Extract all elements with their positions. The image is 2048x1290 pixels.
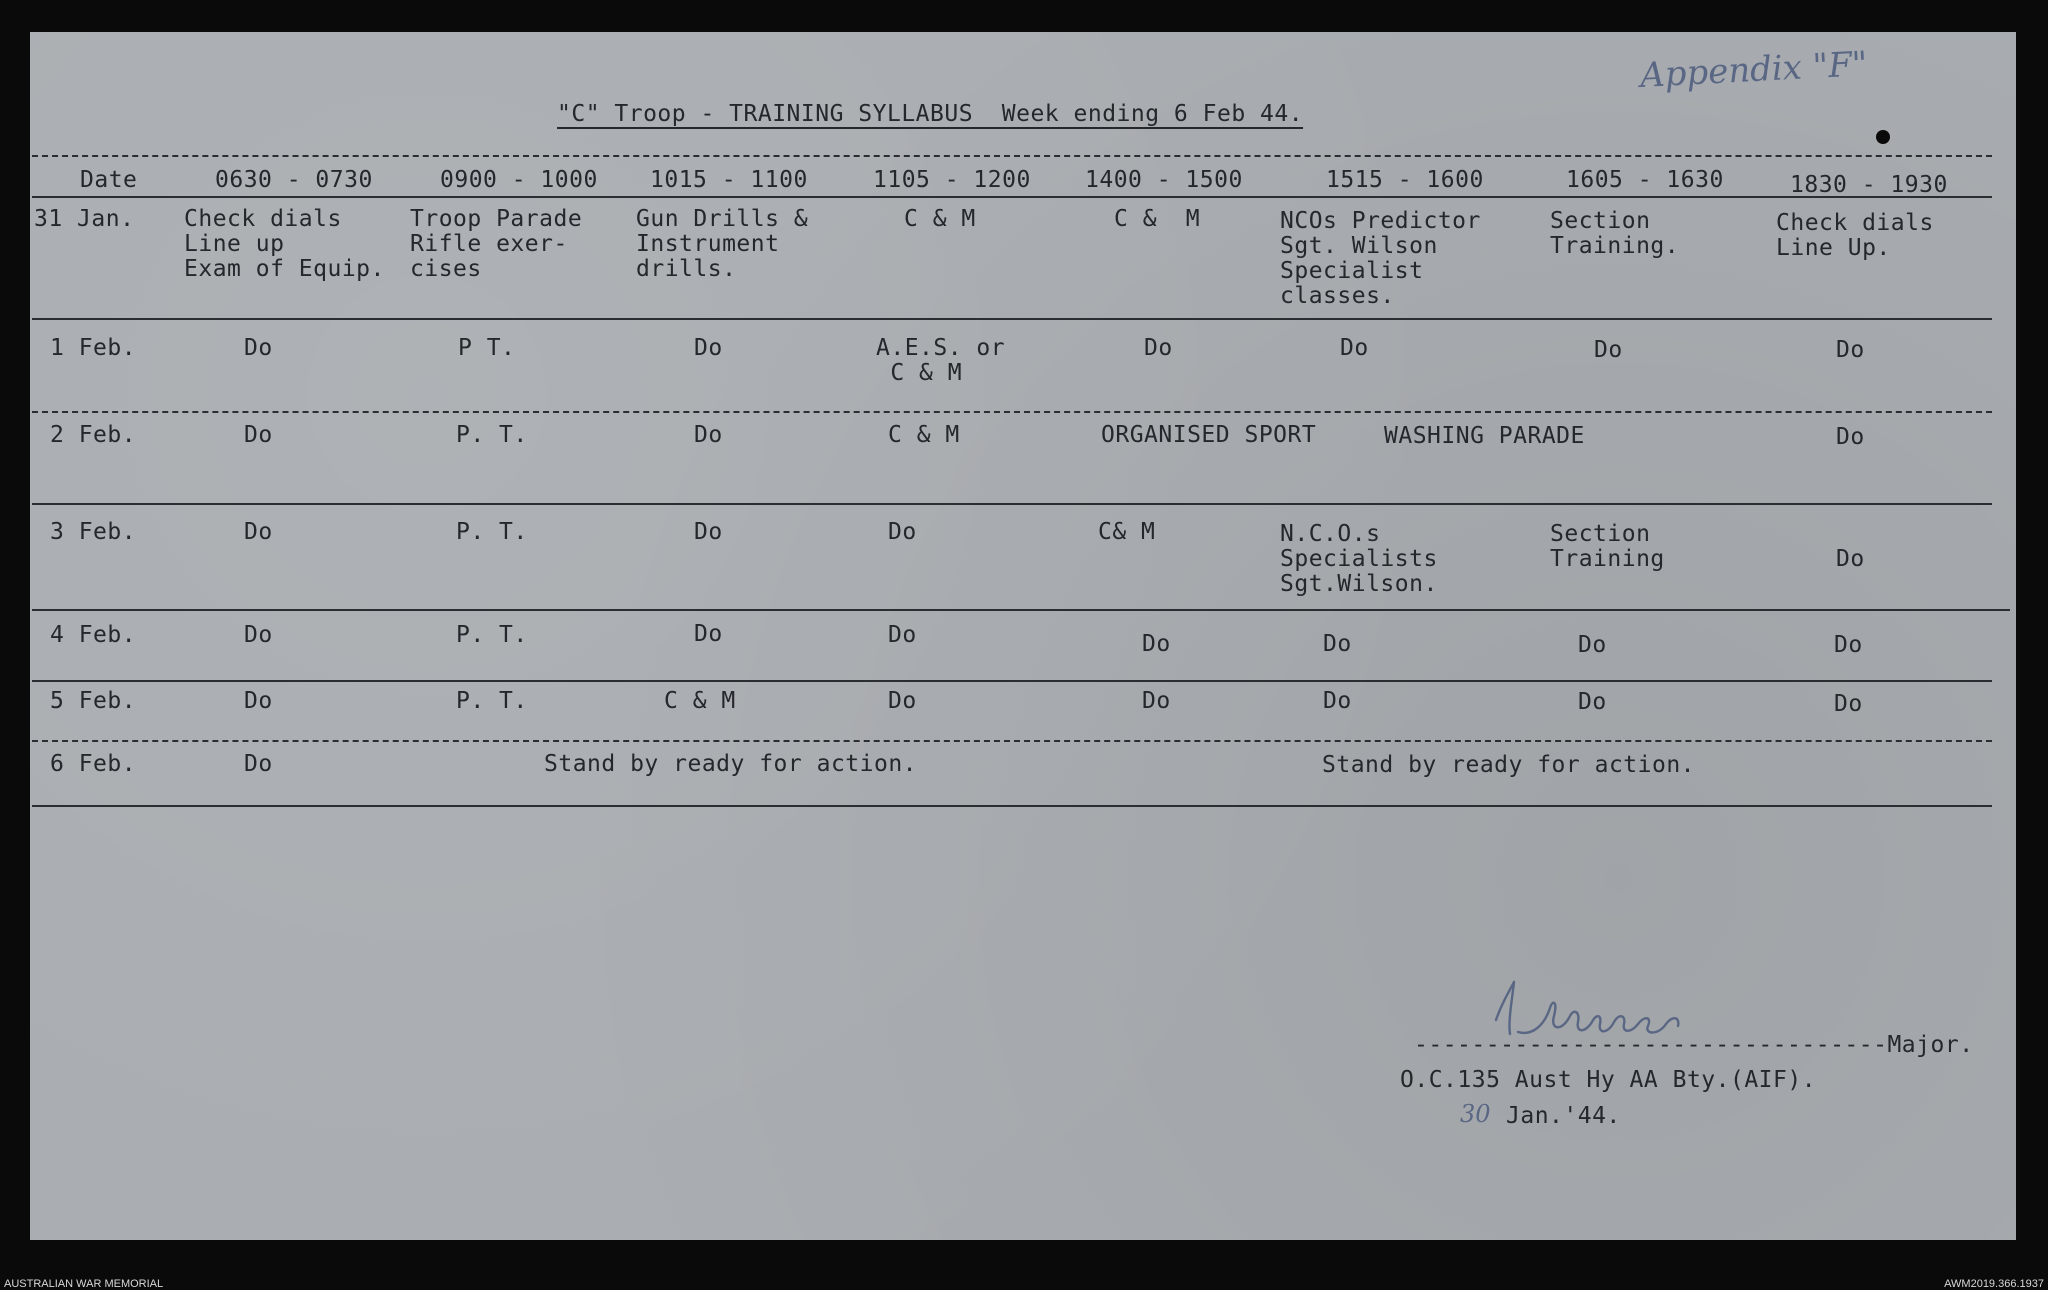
table-cell: Do [1836,546,1865,572]
table-cell: Check dials Line Up. [1776,210,1934,261]
header-time-1515: 1515 - 1600 [1326,167,1484,193]
table-cell: Do [244,622,273,648]
table-cell: C & M [904,206,976,232]
table-cell: Do [1578,632,1607,658]
table-cell: P. T. [456,622,528,648]
table-cell: P. T. [456,422,528,448]
row-divider [32,503,1992,505]
header-time-1015: 1015 - 1100 [650,167,808,193]
table-cell: Do [694,519,723,545]
table-cell: Do [244,688,273,714]
table-cell: Do [1340,335,1369,361]
table-cell-organised-sport: ORGANISED SPORT [1101,422,1317,448]
table-cell: Do [1144,335,1173,361]
signature-day-handwritten: 30 [1460,1100,1491,1128]
table-cell: Do [1834,632,1863,658]
table-bottom-rule [32,805,1992,807]
table-cell: Do [1323,631,1352,657]
signature-rank-line: ---------------------------------Major. [1414,1032,1974,1058]
archive-caption-right: AWM2019.366.1937 [1944,1278,2044,1290]
table-cell: Do [694,335,723,361]
table-cell: Do [1834,691,1863,717]
table-cell: Check dials Line up Exam of Equip. [184,206,385,282]
table-cell: C & M [888,422,960,448]
header-top-rule [32,155,1992,157]
table-cell: P. T. [456,688,528,714]
table-cell: Do [244,519,273,545]
table-cell: NCOs Predictor Sgt. Wilson Specialist classes. [1280,208,1481,309]
table-cell: C & M [1114,206,1201,232]
archive-caption-left: AUSTRALIAN WAR MEMORIAL [4,1278,164,1290]
header-time-1105: 1105 - 1200 [873,167,1031,193]
table-cell: Do [888,622,917,648]
row-date: 5 Feb. [50,688,137,714]
table-cell: Gun Drills & Instrument drills. [636,206,809,282]
table-cell: P T. [458,335,516,361]
table-cell: Do [694,621,723,647]
table-cell: Section Training [1550,521,1665,572]
table-cell: Do [1836,424,1865,450]
row-divider [32,609,2010,611]
punch-hole [1876,130,1890,144]
table-cell: Do [1578,689,1607,715]
row-date: 2 Feb. [50,422,137,448]
header-time-1605: 1605 - 1630 [1566,167,1724,193]
header-time-1400: 1400 - 1500 [1085,167,1243,193]
table-cell: Do [244,422,273,448]
signature-unit: O.C.135 Aust Hy AA Bty.(AIF). [1400,1067,1817,1093]
row-divider [32,411,1992,413]
row-date: 3 Feb. [50,519,137,545]
row-date: 31 Jan. [34,206,135,232]
header-bottom-rule [32,196,1992,198]
table-cell: P. T. [456,519,528,545]
header-date: Date [80,167,138,193]
table-cell: Do [1323,688,1352,714]
row-divider [32,740,1992,742]
table-cell: A.E.S. or C & M [876,335,1006,386]
table-cell: Do [1594,337,1623,363]
table-cell: Do [1142,631,1171,657]
table-cell-stand-by: Stand by ready for action. [1322,752,1696,778]
row-divider [32,680,1992,682]
table-cell: Section Training. [1550,208,1680,259]
signature-date: Jan.'44. [1506,1103,1621,1129]
table-cell: Do [1142,688,1171,714]
row-date: 4 Feb. [50,622,137,648]
table-cell: C & M [664,688,736,714]
table-cell: Do [888,519,917,545]
page-title: "C" Troop - TRAINING SYLLABUS Week ending 6 Feb 44. [557,101,1304,127]
row-date: 1 Feb. [50,335,137,361]
header-time-0900: 0900 - 1000 [440,167,598,193]
table-cell: C& M [1098,519,1156,545]
row-divider [32,318,1992,320]
appendix-note-handwritten: Appendix "F" [1639,44,1869,96]
table-cell: Do [244,335,273,361]
header-time-1830: 1830 - 1930 [1790,172,1948,198]
table-cell: Do [888,688,917,714]
table-cell: Do [244,751,273,777]
table-cell: N.C.O.s Specialists Sgt.Wilson. [1280,521,1438,597]
table-cell: Do [694,422,723,448]
table-cell: Troop Parade Rifle exer- cises [410,206,583,282]
header-time-0630: 0630 - 0730 [215,167,373,193]
table-cell-washing-parade: WASHING PARADE [1384,423,1585,449]
row-date: 6 Feb. [50,751,137,777]
table-cell-stand-by: Stand by ready for action. [544,751,918,777]
table-cell: Do [1836,337,1865,363]
